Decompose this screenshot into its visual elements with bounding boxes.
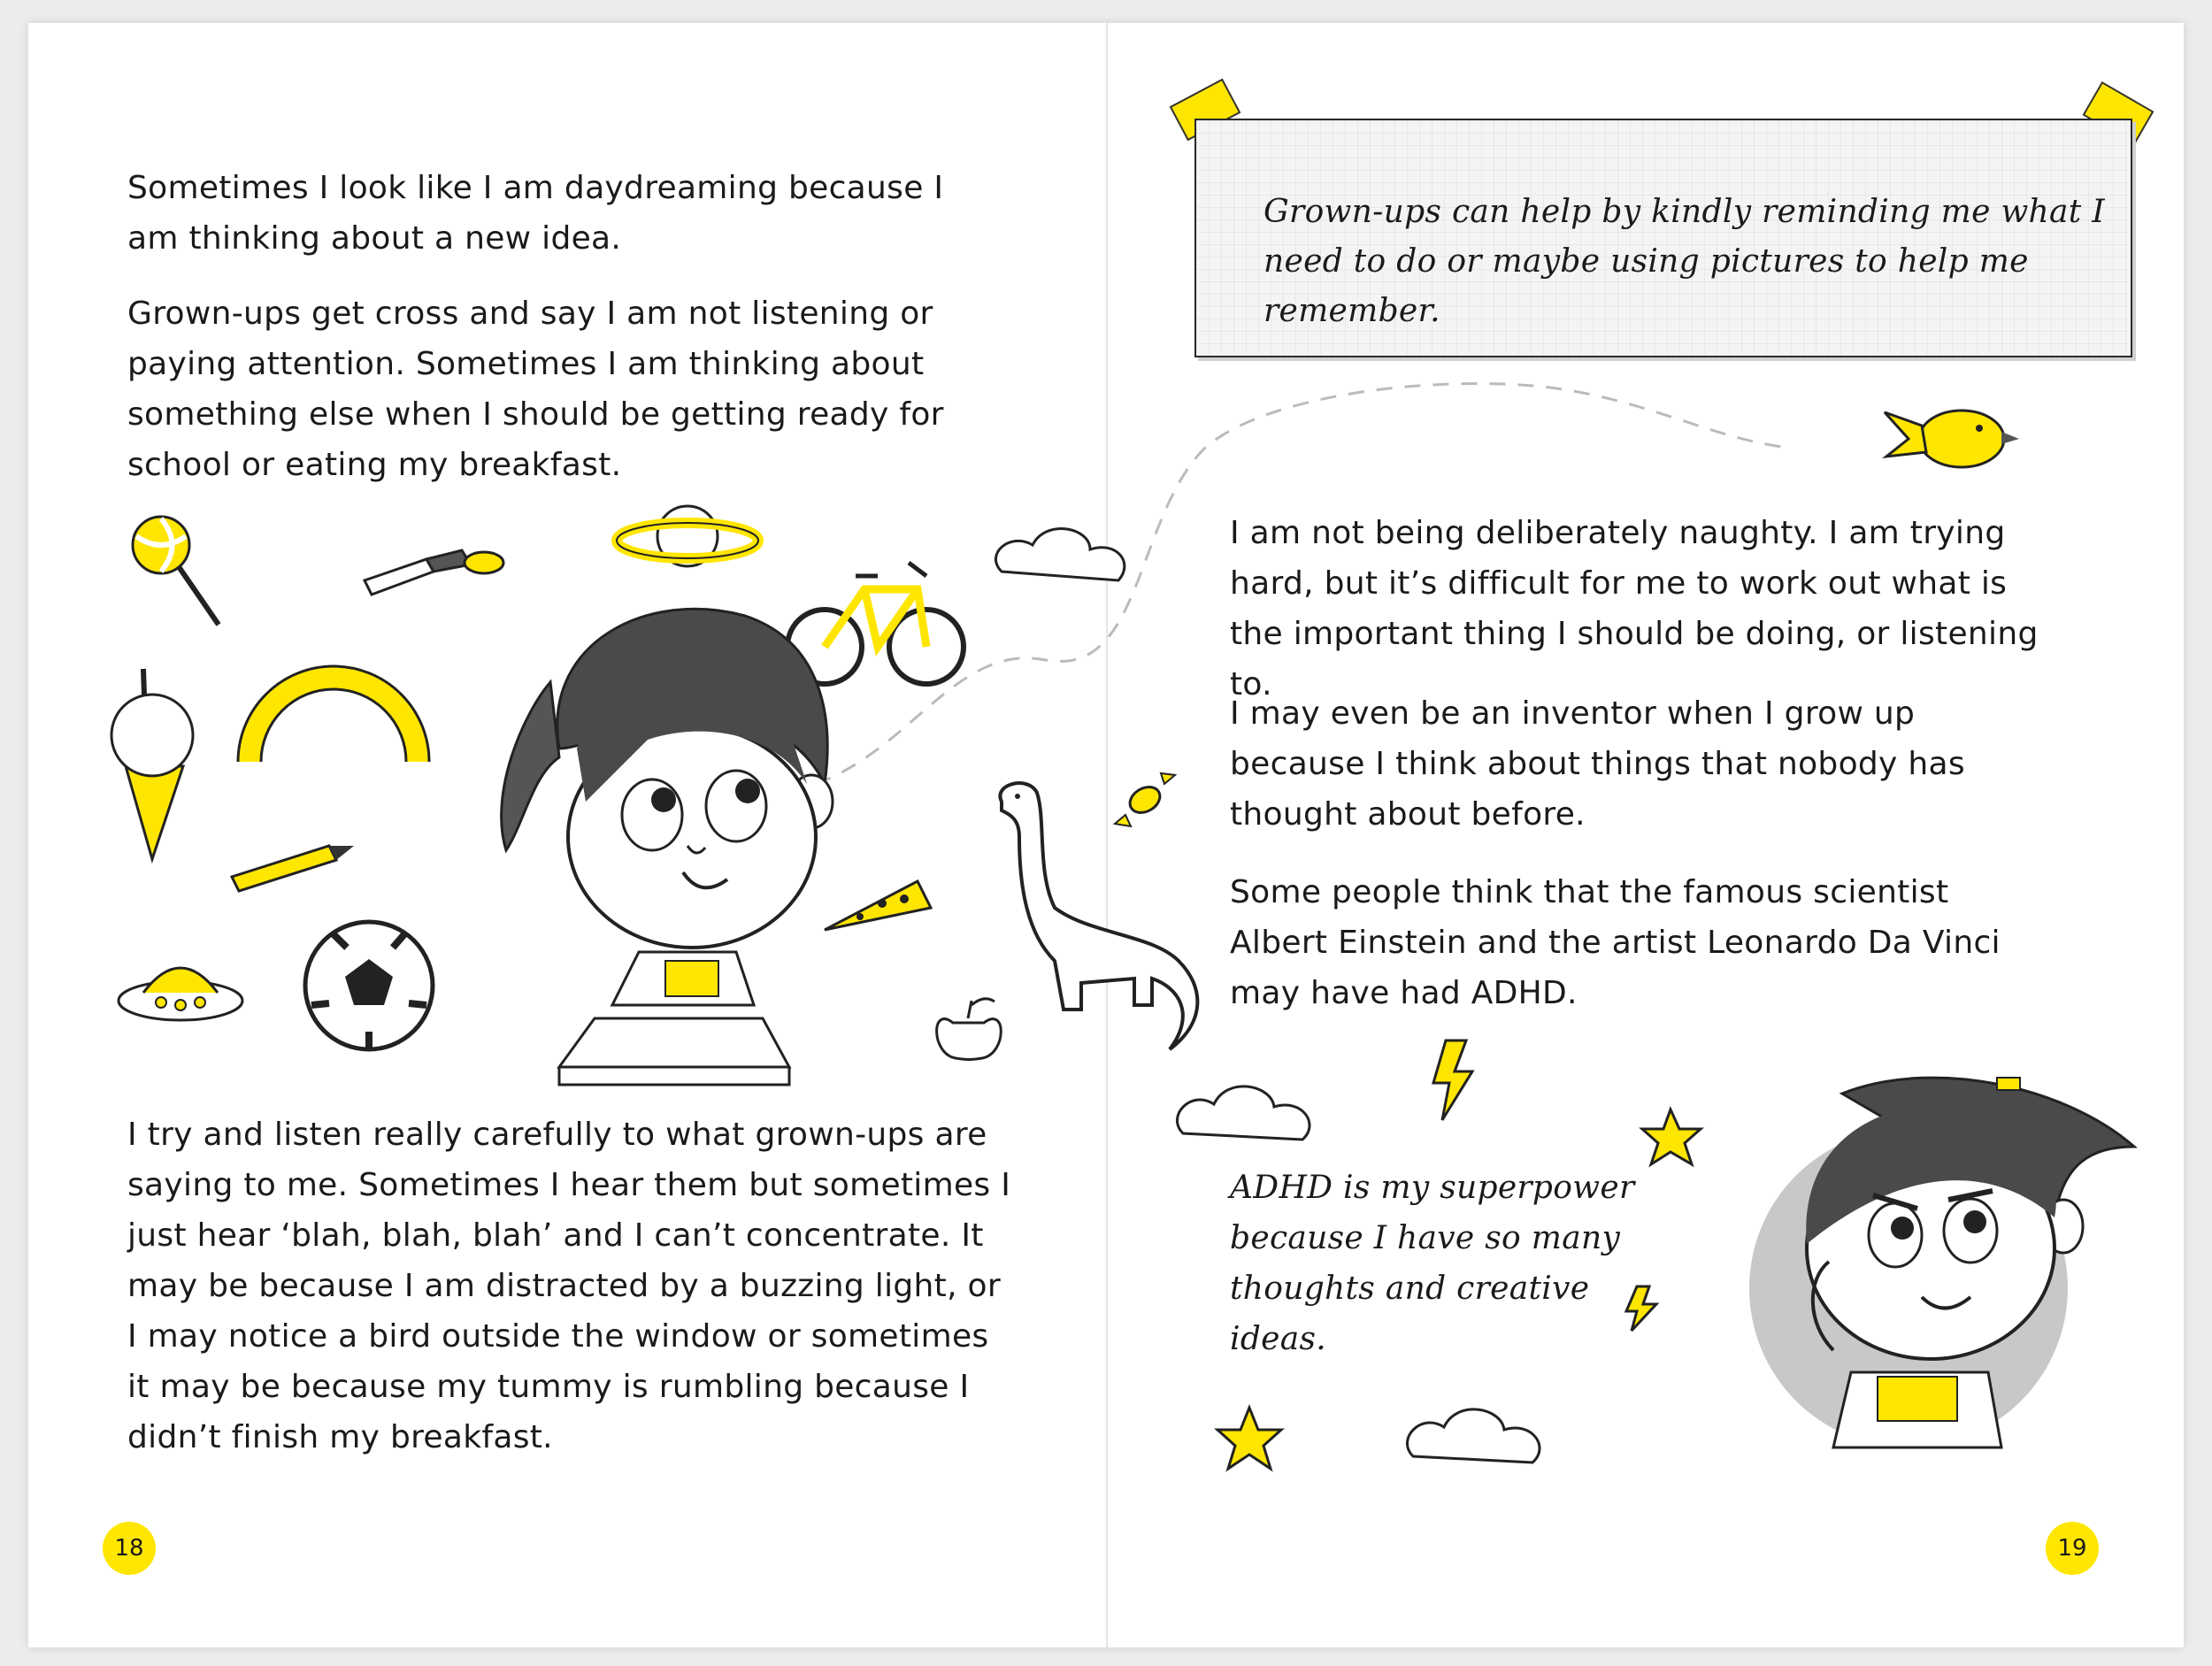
pizza-slice-icon [825, 881, 931, 930]
book-spread [28, 23, 2184, 1647]
planet-icon [617, 506, 758, 566]
candy-icon [1115, 773, 1175, 826]
ice-cream-icon [111, 669, 193, 859]
right-paragraph-2: I may even be an inventor when I grow up because I think about things that nobody has thought about before. [1230, 695, 1965, 833]
bicycle-icon [787, 563, 964, 684]
dinosaur-icon [1000, 783, 1197, 1049]
right-paragraph-1: I am not being deliberately naughty. I am trying hard, but it’s difficult for me to work out what is the important thing I should be doing, or listening to. [1230, 515, 2039, 702]
page-number-right: 19 [2046, 1522, 2099, 1575]
football-icon [305, 922, 433, 1049]
page-number-left: 18 [103, 1522, 156, 1575]
bird-icon [1885, 411, 2019, 467]
left-paragraph-3: I try and listen really carefully to what grown-ups are saying to me. Sometimes I hear them but sometimes I just hear ‘blah, blah, blah’ and I can’t concentrate. It may be because I am distracted by a buzzing light, or I may notice a bird outside the window or sometimes it may be because my tummy is rumbling because I didn’t finish my breakfast. [127, 1117, 1011, 1455]
girl-daydreaming [502, 609, 833, 1085]
apple-icon [937, 999, 1002, 1060]
rainbow-icon [238, 666, 429, 762]
ufo-icon [119, 968, 242, 1020]
girl-thinking [1749, 1078, 2134, 1447]
left-paragraph-1: Sometimes I look like I am daydreaming because I am thinking about a new idea. [127, 170, 944, 257]
pencil-icon [232, 846, 354, 891]
superpower-callout: ADHD is my superpower because I have so many thoughts and creative ideas. [1230, 1170, 1635, 1357]
notepad-text: Grown-ups can help by kindly reminding me what I need to do or maybe using pictures to help me remember. [1263, 194, 2105, 329]
paintbrush-icon [365, 550, 503, 595]
left-paragraph-2: Grown-ups get cross and say I am not listening or paying attention. Sometimes I am thinking about something else when I should be getting ready for school or eating my breakfast. [127, 296, 944, 483]
right-paragraph-3: Some people think that the famous scientist Albert Einstein and the artist Leonardo Da Vinci may have had ADHD. [1230, 874, 2001, 1011]
lollipop-icon [133, 517, 219, 625]
notepad-card [1194, 119, 2132, 357]
